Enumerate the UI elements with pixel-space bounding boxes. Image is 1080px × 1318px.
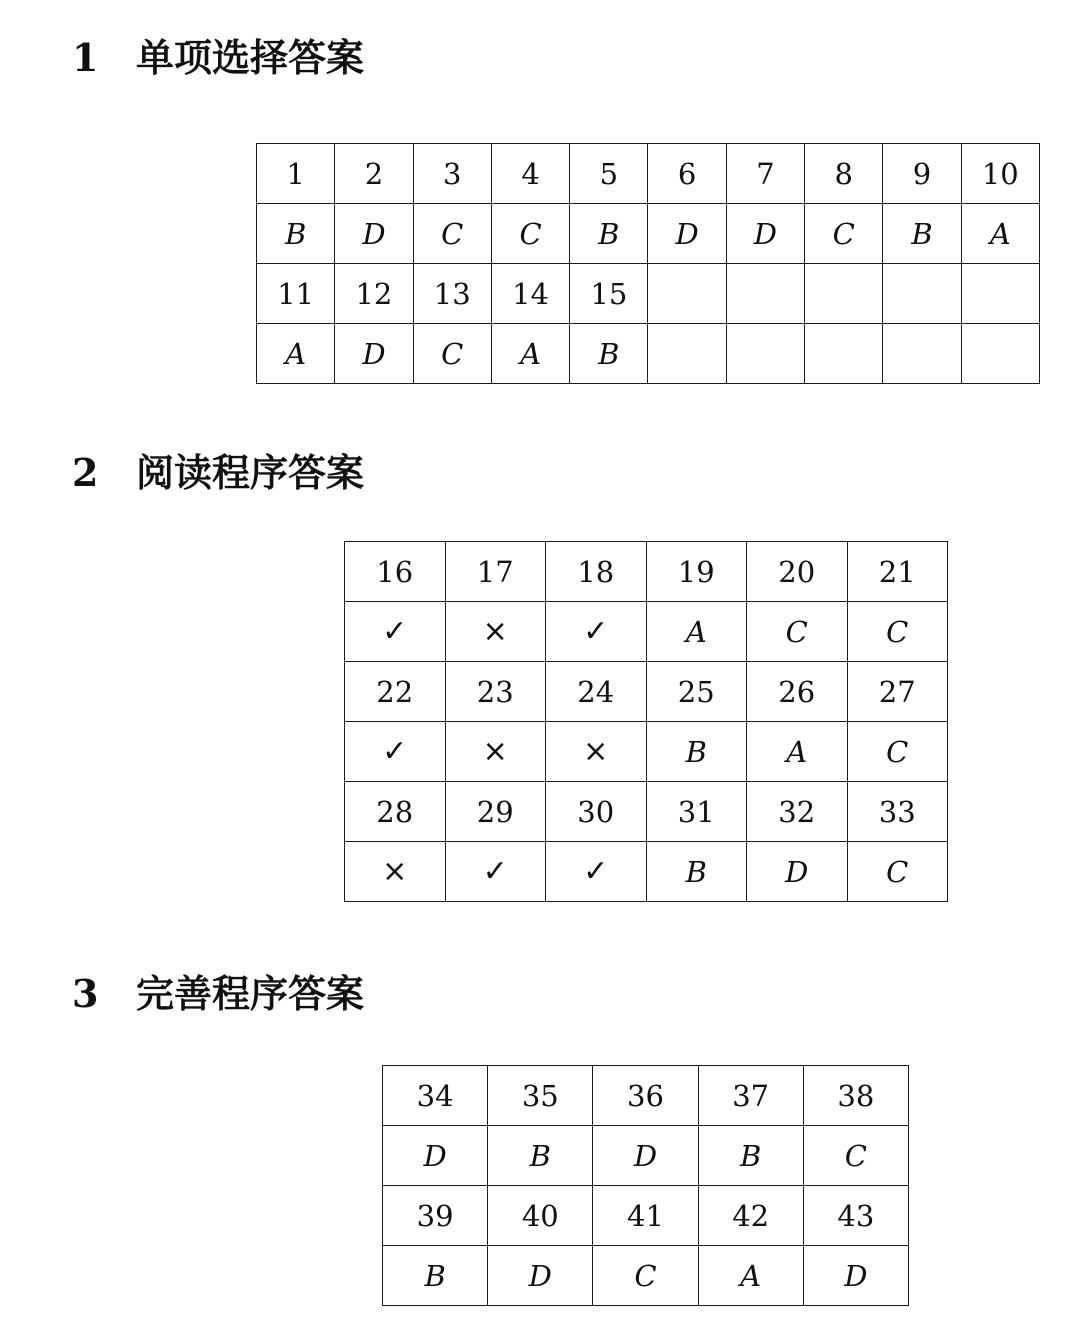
check-mark-icon: ✓	[345, 602, 446, 662]
question-number-cell: 38	[803, 1066, 908, 1126]
question-number-cell: 18	[546, 542, 647, 602]
empty-cell	[648, 324, 726, 384]
question-number-cell: 1	[257, 144, 335, 204]
question-number-cell: 7	[726, 144, 804, 204]
answer-cell: B	[646, 722, 747, 782]
answer-cell: D	[726, 204, 804, 264]
question-number-cell: 30	[546, 782, 647, 842]
question-number-cell: 26	[747, 662, 848, 722]
answer-cell: B	[383, 1246, 488, 1306]
question-number-cell: 40	[488, 1186, 593, 1246]
section-title: 完善程序答案	[136, 972, 365, 1016]
section-title: 单项选择答案	[136, 36, 365, 80]
question-number-cell: 11	[257, 264, 335, 324]
section-title: 阅读程序答案	[136, 451, 365, 495]
question-number-cell: 12	[335, 264, 413, 324]
answer-cell: A	[257, 324, 335, 384]
answer-cell: A	[747, 722, 848, 782]
question-number-row	[345, 782, 948, 842]
question-number-row	[345, 542, 948, 602]
question-number-cell: 16	[345, 542, 446, 602]
empty-cell	[805, 324, 883, 384]
answer-cell: C	[847, 722, 948, 782]
answer-row	[345, 602, 948, 662]
empty-cell	[726, 324, 804, 384]
answer-cell: D	[488, 1246, 593, 1306]
question-number-cell: 8	[805, 144, 883, 204]
cross-mark-icon: ×	[546, 722, 647, 782]
answer-cell: C	[803, 1126, 908, 1186]
answer-row	[345, 842, 948, 902]
empty-cell	[883, 264, 961, 324]
empty-cell	[726, 264, 804, 324]
check-mark-icon: ✓	[445, 842, 546, 902]
question-number-cell: 42	[698, 1186, 803, 1246]
answer-cell: D	[383, 1126, 488, 1186]
question-number-cell: 24	[546, 662, 647, 722]
answer-cell: B	[257, 204, 335, 264]
answer-cell: B	[570, 204, 648, 264]
section-number: 3	[72, 971, 99, 1016]
section-number: 1	[72, 35, 99, 80]
cross-mark-icon: ×	[345, 842, 446, 902]
answer-row	[383, 1126, 909, 1186]
question-number-cell: 36	[593, 1066, 698, 1126]
question-number-cell: 29	[445, 782, 546, 842]
section-number: 2	[72, 450, 99, 495]
answer-table-2	[344, 541, 948, 902]
answer-cell: B	[646, 842, 747, 902]
question-number-cell: 13	[413, 264, 491, 324]
question-number-cell: 41	[593, 1186, 698, 1246]
question-number-cell: 43	[803, 1186, 908, 1246]
answer-cell: D	[648, 204, 726, 264]
answer-cell: A	[646, 602, 747, 662]
answer-cell: A	[698, 1246, 803, 1306]
cross-mark-icon: ×	[445, 602, 546, 662]
question-number-cell: 19	[646, 542, 747, 602]
answer-row	[383, 1246, 909, 1306]
check-mark-icon: ✓	[345, 722, 446, 782]
empty-cell	[805, 264, 883, 324]
answer-cell: C	[413, 324, 491, 384]
question-number-cell: 4	[491, 144, 569, 204]
question-number-cell: 22	[345, 662, 446, 722]
answer-cell: D	[335, 204, 413, 264]
question-number-cell: 2	[335, 144, 413, 204]
answer-cell: B	[570, 324, 648, 384]
empty-cell	[961, 324, 1039, 384]
question-number-cell: 37	[698, 1066, 803, 1126]
answer-table-1	[256, 143, 1040, 384]
question-number-row	[345, 662, 948, 722]
answer-cell: A	[491, 324, 569, 384]
answer-cell: B	[488, 1126, 593, 1186]
answer-cell: C	[747, 602, 848, 662]
answer-cell: B	[698, 1126, 803, 1186]
answer-cell: D	[803, 1246, 908, 1306]
section-heading-2	[72, 448, 364, 498]
question-number-row	[257, 264, 1040, 324]
question-number-cell: 32	[747, 782, 848, 842]
answer-table-3	[382, 1065, 909, 1306]
answer-cell: C	[847, 602, 948, 662]
answer-row	[345, 722, 948, 782]
answer-cell: C	[593, 1246, 698, 1306]
question-number-cell: 20	[747, 542, 848, 602]
cross-mark-icon: ×	[445, 722, 546, 782]
question-number-cell: 39	[383, 1186, 488, 1246]
question-number-cell: 31	[646, 782, 747, 842]
empty-cell	[883, 324, 961, 384]
question-number-cell: 14	[491, 264, 569, 324]
answer-row	[257, 204, 1040, 264]
answer-row	[257, 324, 1040, 384]
question-number-cell: 15	[570, 264, 648, 324]
question-number-cell: 35	[488, 1066, 593, 1126]
answer-cell: D	[747, 842, 848, 902]
answer-cell: C	[805, 204, 883, 264]
empty-cell	[648, 264, 726, 324]
question-number-cell: 27	[847, 662, 948, 722]
answer-cell: D	[593, 1126, 698, 1186]
question-number-cell: 21	[847, 542, 948, 602]
section-heading-1	[72, 33, 364, 83]
check-mark-icon: ✓	[546, 602, 647, 662]
question-number-row	[257, 144, 1040, 204]
answer-cell: C	[413, 204, 491, 264]
question-number-cell: 23	[445, 662, 546, 722]
question-number-cell: 9	[883, 144, 961, 204]
answer-cell: A	[961, 204, 1039, 264]
question-number-cell: 17	[445, 542, 546, 602]
question-number-cell: 6	[648, 144, 726, 204]
answer-cell: C	[847, 842, 948, 902]
question-number-cell: 10	[961, 144, 1039, 204]
question-number-cell: 33	[847, 782, 948, 842]
answer-cell: D	[335, 324, 413, 384]
question-number-cell: 34	[383, 1066, 488, 1126]
question-number-cell: 3	[413, 144, 491, 204]
question-number-row	[383, 1066, 909, 1126]
answer-cell: C	[491, 204, 569, 264]
check-mark-icon: ✓	[546, 842, 647, 902]
empty-cell	[961, 264, 1039, 324]
section-heading-3	[72, 969, 364, 1019]
question-number-cell: 25	[646, 662, 747, 722]
question-number-row	[383, 1186, 909, 1246]
answer-cell: B	[883, 204, 961, 264]
question-number-cell: 5	[570, 144, 648, 204]
question-number-cell: 28	[345, 782, 446, 842]
